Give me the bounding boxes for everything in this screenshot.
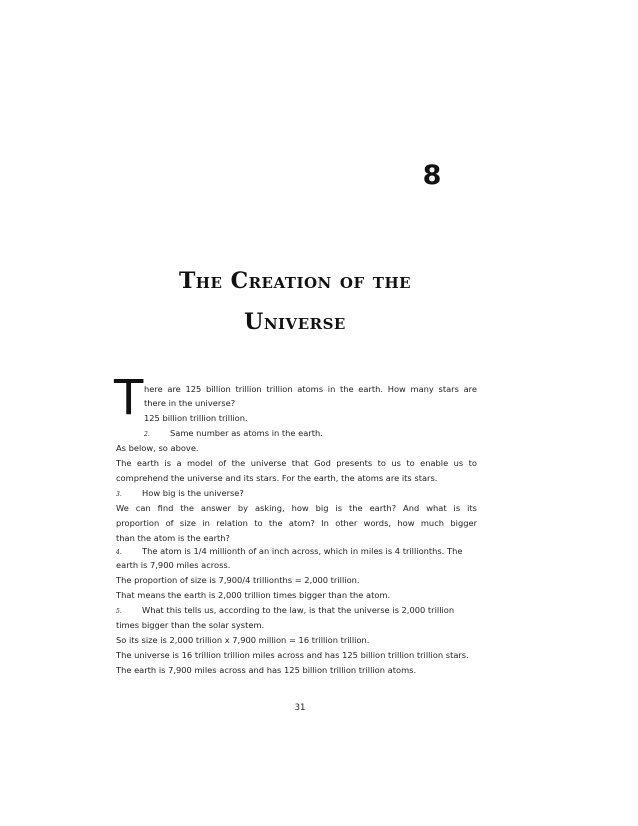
text-line: proportion of size in relation to the atom? In other words, how much bigger [116,518,477,528]
item-text: Same number as atoms in the earth. [170,428,323,438]
text-line: there in the universe? [144,398,236,408]
page-number: 31 [294,703,306,713]
text-line: As below, so above. [116,443,199,453]
text-line: comprehend the universe and its stars. For the earth, the atoms are its stars. [116,473,438,483]
text-line: So its size is 2,000 trillion x 7,900 million = 16 trillion trillion. [116,635,370,645]
text-line: The earth is a model of the universe that God presents to us to enable us to [116,458,477,468]
item-number: 3. [116,491,122,498]
item-text: What this tells us, according to the law, is that the universe is 2,000 trillion [142,605,455,615]
numbered-line [116,605,454,617]
text-line: earth is 7,900 miles across. [116,560,231,570]
numbered-line [116,488,244,500]
item-number: 2. [144,431,150,438]
text-line: The universe is 16 trillion trillion miles across and has 125 billion trillion trillion stars. [116,650,469,660]
item-text: How big is the universe? [142,488,244,498]
chapter-title-line-1: The Creation of the [178,268,412,294]
chapter-number: 8 [422,160,442,191]
drop-cap: T [114,370,144,426]
text-line: here are 125 billion trillion trillion atoms in the earth. How many stars are [144,384,477,394]
item-number: 4. [116,549,122,556]
chapter-title-line-2: Universe [244,309,346,335]
item-number: 5. [116,608,122,615]
numbered-line [116,546,462,558]
text-line: times bigger than the solar system. [116,620,265,630]
item-text: The atom is 1/4 millionth of an inch across, which in miles is 4 trillionths. The [142,546,463,556]
text-line: 125 billion trillion trillion. [144,413,248,423]
text-line: That means the earth is 2,000 trillion times bigger than the atom. [116,590,391,600]
text-line: The proportion of size is 7,900/4 trillionths = 2,000 trillion. [116,575,360,585]
numbered-line [144,428,323,440]
text-line: than the atom is the earth? [116,533,230,543]
text-line: We can find the answer by asking, how big is the earth? And what is its [116,503,477,513]
text-line: The earth is 7,900 miles across and has 125 billion trillion trillion atoms. [116,665,417,675]
